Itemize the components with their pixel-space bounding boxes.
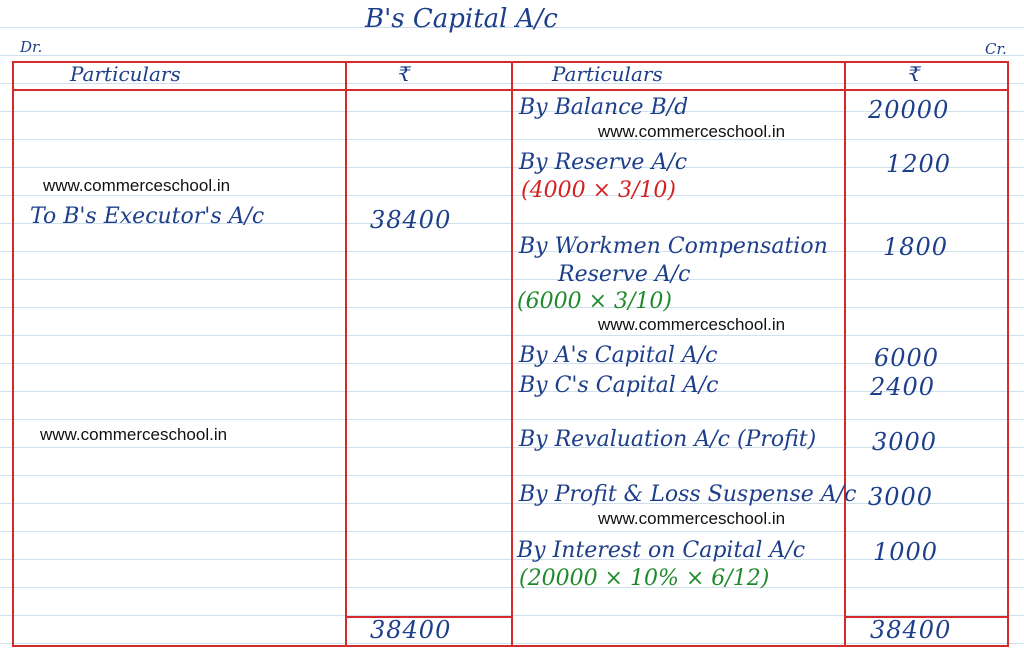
credit-label: Cr. — [985, 40, 1007, 58]
credit-entry-particular: By Balance B/d — [519, 95, 689, 120]
credit-entry-amount: 3000 — [868, 483, 934, 511]
credit-entry-particular: By Revaluation A/c (Profit) — [519, 427, 817, 452]
watermark-text: www.commerceschool.in — [598, 315, 786, 334]
watermark-text: www.commerceschool.in — [43, 176, 231, 195]
debit-label: Dr. — [20, 38, 43, 56]
credit-entry-amount: 1200 — [886, 150, 952, 178]
page-title: B's Capital A/c — [365, 4, 558, 34]
credit-entry-particular-cont: Reserve A/c — [558, 262, 691, 287]
credit-entry-note: (4000 × 3/10) — [521, 178, 676, 203]
column-divider — [511, 61, 513, 647]
watermark-text: www.commerceschool.in — [598, 509, 786, 528]
credit-entry-particular: By A's Capital A/c — [519, 343, 718, 368]
debit-entry-particular: To B's Executor's A/c — [30, 204, 265, 229]
credit-entry-particular: By Workmen Compensation — [519, 234, 828, 259]
header-particulars-credit: Particulars — [552, 62, 663, 86]
debit-entry-amount: 38400 — [370, 206, 452, 234]
watermark-text: www.commerceschool.in — [40, 425, 228, 444]
credit-entry-amount: 1000 — [873, 538, 939, 566]
credit-entry-note: (20000 × 10% × 6/12) — [519, 566, 770, 591]
credit-entry-note: (6000 × 3/10) — [517, 289, 672, 314]
credit-entry-amount: 6000 — [874, 344, 940, 372]
credit-entry-amount: 1800 — [883, 233, 949, 261]
credit-total: 38400 — [870, 616, 952, 644]
credit-entry-particular: By Profit & Loss Suspense A/c — [519, 482, 857, 507]
credit-entry-particular: By C's Capital A/c — [519, 373, 719, 398]
credit-entry-amount: 2400 — [870, 373, 936, 401]
debit-total: 38400 — [370, 616, 452, 644]
header-amount-debit: ₹ — [398, 62, 411, 86]
header-amount-credit: ₹ — [908, 62, 921, 86]
header-rule — [12, 89, 1009, 91]
watermark-text: www.commerceschool.in — [598, 122, 786, 141]
column-divider — [844, 61, 846, 647]
credit-entry-particular: By Reserve A/c — [519, 150, 688, 175]
credit-entry-amount: 20000 — [868, 96, 950, 124]
credit-entry-particular: By Interest on Capital A/c — [517, 538, 806, 563]
credit-entry-amount: 3000 — [872, 428, 938, 456]
header-particulars-debit: Particulars — [70, 62, 181, 86]
column-divider — [345, 61, 347, 647]
